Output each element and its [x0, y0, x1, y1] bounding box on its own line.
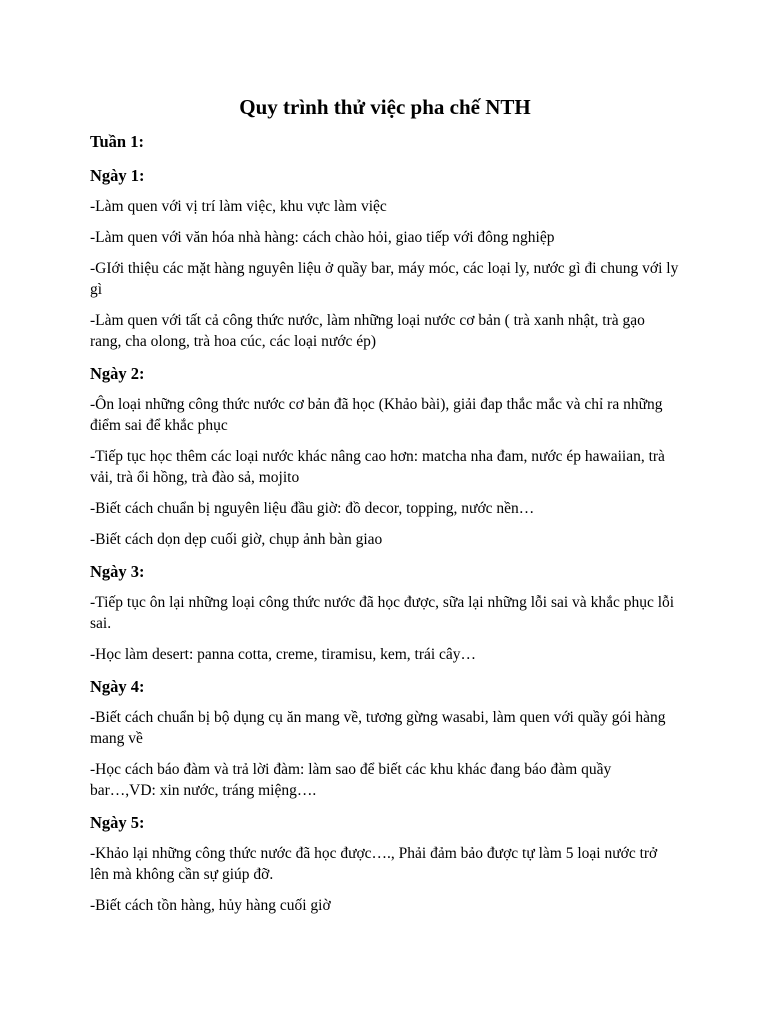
list-item: -GIới thiệu các mặt hàng nguyên liệu ở quầy bar, máy móc, các loại ly, nước gì đi chung với ly gì — [90, 260, 679, 298]
list-item: -Làm quen với vị trí làm việc, khu vực làm việc — [90, 198, 387, 215]
day-heading: Ngày 3: — [90, 562, 145, 581]
list-item: -Ôn loại những công thức nước cơ bản đã học (Khảo bài), giải đap thắc mắc và chỉ ra những điểm sai để khắc phục — [90, 396, 663, 434]
list-item: -Học làm desert: panna cotta, creme, tiramisu, kem, trái cây… — [90, 646, 477, 663]
list-item: -Biết cách dọn dẹp cuối giờ, chụp ảnh bàn giao — [90, 531, 383, 548]
list-item: -Làm quen với tất cả công thức nước, làm những loại nước cơ bản ( trà xanh nhật, trà gạo rang, cha olong, trà hoa cúc, các loại nước ép) — [90, 312, 645, 350]
list-item: -Biết cách chuẩn bị bộ dụng cụ ăn mang về, tương gừng wasabi, làm quen với quầy gói hàng mang về — [90, 709, 666, 747]
list-item: -Học cách báo đàm và trả lời đàm: làm sao để biết các khu khác đang báo đàm quầy bar…,VD: xin nước, tráng miệng…. — [90, 761, 612, 799]
day-heading: Ngày 1: — [90, 166, 145, 185]
list-item: -Tiếp tục ôn lại những loại công thức nước đã học được, sữa lại những lỗi sai và khắc phục lỗi sai. — [90, 594, 675, 632]
list-item: -Biết cách tồn hàng, hủy hàng cuối giờ — [90, 897, 331, 914]
document-page — [90, 92, 680, 926]
document-title: Quy trình thử việc pha chế NTH — [239, 95, 531, 119]
week-heading: Tuần 1: — [90, 132, 144, 151]
day-heading: Ngày 4: — [90, 677, 145, 696]
list-item: -Biết cách chuẩn bị nguyên liệu đầu giờ: đồ decor, topping, nước nền… — [90, 500, 535, 517]
list-item: -Làm quen với văn hóa nhà hàng: cách chào hỏi, giao tiếp với đông nghiệp — [90, 229, 555, 246]
day-heading: Ngày 2: — [90, 364, 145, 383]
list-item: -Khảo lại những công thức nước đã học được…., Phải đảm bảo được tự làm 5 loại nước trở lên mà không cần sự giúp đỡ. — [90, 845, 658, 883]
list-item: -Tiếp tục học thêm các loại nước khác nâng cao hơn: matcha nha đam, nước ép hawaiian, trà vải, trà ổi hồng, trà đào sả, mojito — [90, 448, 665, 486]
day-heading: Ngày 5: — [90, 813, 145, 832]
